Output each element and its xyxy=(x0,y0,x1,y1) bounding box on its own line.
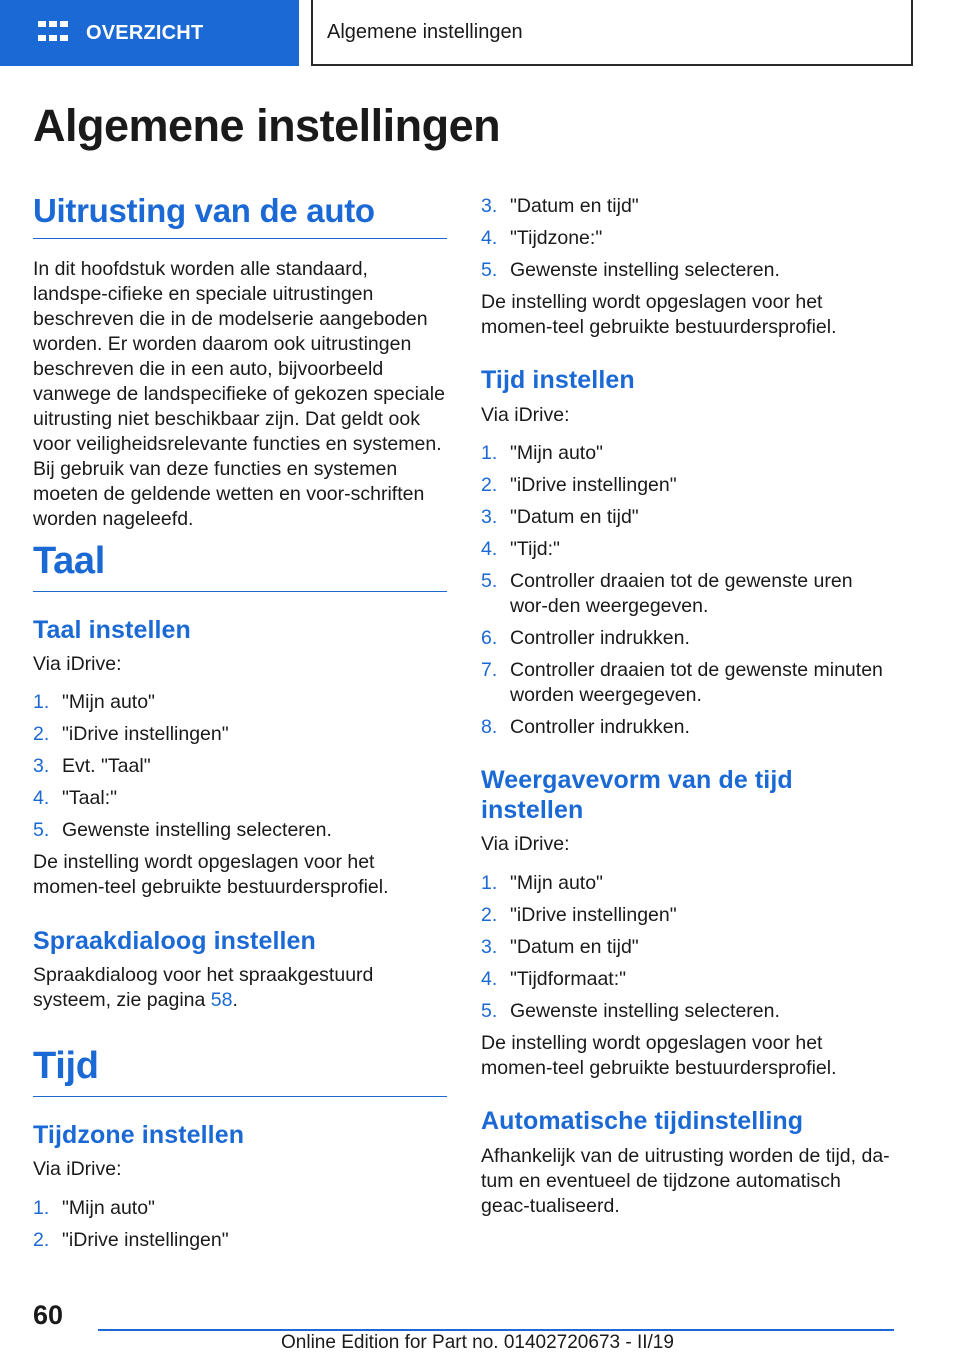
list-item: 2. "iDrive instellingen" xyxy=(33,1229,229,1251)
page-number: 60 xyxy=(33,1300,64,1330)
list-item: 3. "Datum en tijd" xyxy=(481,936,639,958)
via-idrive-label: Via iDrive: xyxy=(481,404,570,426)
grid-icon xyxy=(38,21,68,45)
tijdzone-note: De instelling wordt opgeslagen voor het momen-teel gebruikte bestuurdersprofiel. xyxy=(481,291,837,338)
list-item: 8. Controller indrukken. xyxy=(481,716,690,738)
section-heading-tijd: Tijd xyxy=(33,1045,447,1097)
list-item: 4. "Tijdzone:" xyxy=(481,227,603,249)
list-item: 2. "iDrive instellingen" xyxy=(481,474,677,496)
list-item: 5. Controller draaien tot de gewenste uren wor-den weergegeven. xyxy=(481,570,853,617)
tijdzone-steps xyxy=(33,1196,447,1260)
weergave-note: De instelling wordt opgeslagen voor het momen-teel gebruikte bestuurdersprofiel. xyxy=(481,1032,837,1079)
list-item: 3. "Datum en tijd" xyxy=(481,195,639,217)
list-item: 1. "Mijn auto" xyxy=(33,691,155,713)
taal-steps xyxy=(33,690,447,850)
subheading-automatisch: Automatische tijdinstelling xyxy=(481,1107,804,1135)
tijdzone-steps-cont xyxy=(481,194,895,290)
subheading-tijd-instellen: Tijd instellen xyxy=(481,366,635,394)
via-idrive-label: Via iDrive: xyxy=(481,833,570,855)
uitrusting-body: In dit hoofdstuk worden alle standaard, landspe-cifieke en speciale uitrustingen beschreven die in de modelserie aangeboden worden. Er worden daarom ook uitrustingen beschreven die in een auto, bijvoorbeeld vanwege de landspecifieke of gekozen speciale uitrusting niet beschikbaar zijn. Dat geldt ook voor veiligheidsrelevante functies en systemen. Bij gebruik van deze functies en systemen moeten de geldende wetten en voor-schriften worden nageleefd. xyxy=(33,258,445,530)
list-item: 5. Gewenste instelling selecteren. xyxy=(481,259,780,281)
current-section-tab[interactable] xyxy=(311,0,913,66)
list-item: 6. Controller indrukken. xyxy=(481,627,690,649)
list-item: 5. Gewenste instelling selecteren. xyxy=(33,819,332,841)
section-heading-taal: Taal xyxy=(33,540,447,592)
list-item: 1. "Mijn auto" xyxy=(481,872,603,894)
current-section-label: Algemene instellingen xyxy=(327,20,523,43)
page-link[interactable]: 58 xyxy=(210,989,233,1011)
list-item: 2. "iDrive instellingen" xyxy=(33,723,229,745)
footer-edition: Online Edition for Part no. 01402720673 - II/19 xyxy=(281,1332,674,1353)
list-item: 5. Gewenste instelling selecteren. xyxy=(481,1000,780,1022)
weergave-steps xyxy=(481,871,895,1031)
via-idrive-label: Via iDrive: xyxy=(33,653,122,675)
tijd-steps xyxy=(481,441,895,747)
section-heading-uitrusting: Uitrusting van de auto xyxy=(33,192,447,239)
subheading-spraakdialoog: Spraakdialoog instellen xyxy=(33,927,316,955)
automatisch-body: Afhankelijk van de uitrusting worden de tijd, da-tum en eventueel de tijdzone automatisch geac-tualiseerd. xyxy=(481,1145,890,1217)
page-title: Algemene instellingen xyxy=(33,100,501,151)
list-item: 7. Controller draaien tot de gewenste minuten worden weergegeven. xyxy=(481,659,883,706)
taal-note: De instelling wordt opgeslagen voor het momen-teel gebruikte bestuurdersprofiel. xyxy=(33,851,389,898)
overview-label: OVERZICHT xyxy=(86,21,204,44)
via-idrive-label: Via iDrive: xyxy=(33,1158,122,1180)
top-navigation xyxy=(0,0,960,66)
list-item: 3. Evt. "Taal" xyxy=(33,755,151,777)
list-item: 2. "iDrive instellingen" xyxy=(481,904,677,926)
subheading-tijdzone: Tijdzone instellen xyxy=(33,1121,245,1149)
spraak-body: Spraakdialoog voor het spraakgestuurd systeem, zie pagina 58. xyxy=(33,964,374,1011)
list-item: 4. "Tijd:" xyxy=(481,538,560,560)
list-item: 1. "Mijn auto" xyxy=(481,442,603,464)
subheading-weergavevorm: Weergavevorm van de tijd instellen xyxy=(481,766,793,824)
list-item: 4. "Tijdformaat:" xyxy=(481,968,627,990)
list-item: 1. "Mijn auto" xyxy=(33,1197,155,1219)
list-item: 4. "Taal:" xyxy=(33,787,118,809)
list-item: 3. "Datum en tijd" xyxy=(481,506,639,528)
overview-button[interactable] xyxy=(0,0,299,66)
footer-divider xyxy=(98,1329,894,1331)
subheading-taal-instellen: Taal instellen xyxy=(33,616,191,644)
